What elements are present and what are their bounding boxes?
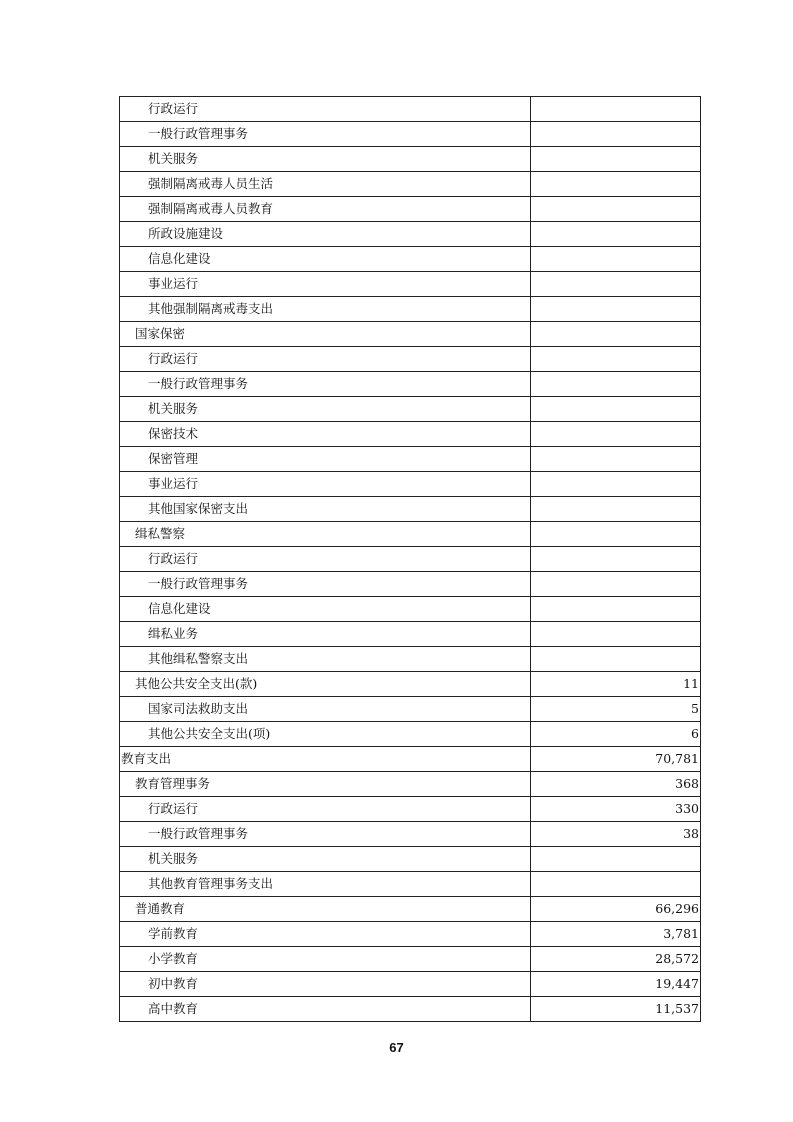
table-row [120, 572, 701, 597]
item-name-cell: 保密管理 [120, 447, 531, 472]
amount-cell: 368 [531, 772, 701, 797]
table-row [120, 497, 701, 522]
table-row [120, 122, 701, 147]
table-row [120, 797, 701, 822]
table-row [120, 272, 701, 297]
amount-cell: 11,537 [531, 997, 701, 1022]
item-name-cell: 事业运行 [120, 472, 531, 497]
item-name-cell: 缉私警察 [120, 522, 531, 547]
table-row [120, 847, 701, 872]
amount-cell [531, 372, 701, 397]
table-row [120, 747, 701, 772]
amount-cell: 11 [531, 672, 701, 697]
table-row [120, 397, 701, 422]
table-row [120, 322, 701, 347]
amount-cell [531, 522, 701, 547]
item-name-cell: 一般行政管理事务 [120, 372, 531, 397]
table-row [120, 822, 701, 847]
table-row [120, 372, 701, 397]
item-name-cell: 其他公共安全支出(项) [120, 722, 531, 747]
table-row [120, 472, 701, 497]
item-name-cell: 行政运行 [120, 97, 531, 122]
item-name-cell: 缉私业务 [120, 622, 531, 647]
table-row [120, 647, 701, 672]
table-row [120, 672, 701, 697]
table-row [120, 422, 701, 447]
amount-cell: 28,572 [531, 947, 701, 972]
item-name-cell: 一般行政管理事务 [120, 822, 531, 847]
amount-cell [531, 222, 701, 247]
amount-cell [531, 422, 701, 447]
table-row [120, 97, 701, 122]
amount-cell [531, 347, 701, 372]
item-name-cell: 事业运行 [120, 272, 531, 297]
budget-table-body [120, 97, 701, 1022]
amount-cell [531, 547, 701, 572]
item-name-cell: 一般行政管理事务 [120, 572, 531, 597]
amount-cell: 38 [531, 822, 701, 847]
table-row [120, 197, 701, 222]
page-number: 67 [389, 1040, 404, 1055]
item-name-cell: 国家司法救助支出 [120, 697, 531, 722]
item-name-cell: 高中教育 [120, 997, 531, 1022]
table-row [120, 172, 701, 197]
table-row [120, 147, 701, 172]
item-name-cell: 学前教育 [120, 922, 531, 947]
amount-cell [531, 247, 701, 272]
item-name-cell: 一般行政管理事务 [120, 122, 531, 147]
amount-cell [531, 172, 701, 197]
amount-cell: 3,781 [531, 922, 701, 947]
table-row [120, 522, 701, 547]
amount-cell: 5 [531, 697, 701, 722]
amount-cell: 330 [531, 797, 701, 822]
item-name-cell: 其他国家保密支出 [120, 497, 531, 522]
item-name-cell: 行政运行 [120, 547, 531, 572]
item-name-cell: 其他教育管理事务支出 [120, 872, 531, 897]
item-name-cell: 国家保密 [120, 322, 531, 347]
item-name-cell: 其他强制隔离戒毒支出 [120, 297, 531, 322]
item-name-cell: 小学教育 [120, 947, 531, 972]
table-row [120, 997, 701, 1022]
table-row [120, 697, 701, 722]
amount-cell [531, 572, 701, 597]
table-row [120, 597, 701, 622]
table-row [120, 722, 701, 747]
table-row [120, 897, 701, 922]
item-name-cell: 行政运行 [120, 797, 531, 822]
table-row [120, 772, 701, 797]
amount-cell: 66,296 [531, 897, 701, 922]
item-name-cell: 普通教育 [120, 897, 531, 922]
item-name-cell: 强制隔离戒毒人员教育 [120, 197, 531, 222]
budget-table [119, 96, 701, 1022]
item-name-cell: 其他公共安全支出(款) [120, 672, 531, 697]
item-name-cell: 机关服务 [120, 847, 531, 872]
item-name-cell: 所政设施建设 [120, 222, 531, 247]
item-name-cell: 信息化建设 [120, 597, 531, 622]
amount-cell [531, 297, 701, 322]
table-row [120, 347, 701, 372]
amount-cell [531, 497, 701, 522]
amount-cell [531, 197, 701, 222]
amount-cell [531, 397, 701, 422]
amount-cell [531, 872, 701, 897]
amount-cell: 6 [531, 722, 701, 747]
table-row [120, 547, 701, 572]
amount-cell [531, 122, 701, 147]
amount-cell [531, 447, 701, 472]
item-name-cell: 机关服务 [120, 147, 531, 172]
amount-cell [531, 147, 701, 172]
item-name-cell: 保密技术 [120, 422, 531, 447]
amount-cell [531, 847, 701, 872]
amount-cell [531, 472, 701, 497]
amount-cell [531, 647, 701, 672]
item-name-cell: 机关服务 [120, 397, 531, 422]
table-row [120, 972, 701, 997]
item-name-cell: 初中教育 [120, 972, 531, 997]
item-name-cell: 行政运行 [120, 347, 531, 372]
item-name-cell: 教育支出 [120, 747, 531, 772]
table-row [120, 622, 701, 647]
amount-cell [531, 597, 701, 622]
item-name-cell: 强制隔离戒毒人员生活 [120, 172, 531, 197]
amount-cell [531, 97, 701, 122]
table-row [120, 222, 701, 247]
amount-cell: 70,781 [531, 747, 701, 772]
table-row [120, 447, 701, 472]
amount-cell [531, 272, 701, 297]
amount-cell [531, 622, 701, 647]
amount-cell [531, 322, 701, 347]
amount-cell: 19,447 [531, 972, 701, 997]
table-row [120, 947, 701, 972]
table-row [120, 297, 701, 322]
item-name-cell: 教育管理事务 [120, 772, 531, 797]
item-name-cell: 信息化建设 [120, 247, 531, 272]
table-row [120, 872, 701, 897]
item-name-cell: 其他缉私警察支出 [120, 647, 531, 672]
table-row [120, 922, 701, 947]
table-row [120, 247, 701, 272]
